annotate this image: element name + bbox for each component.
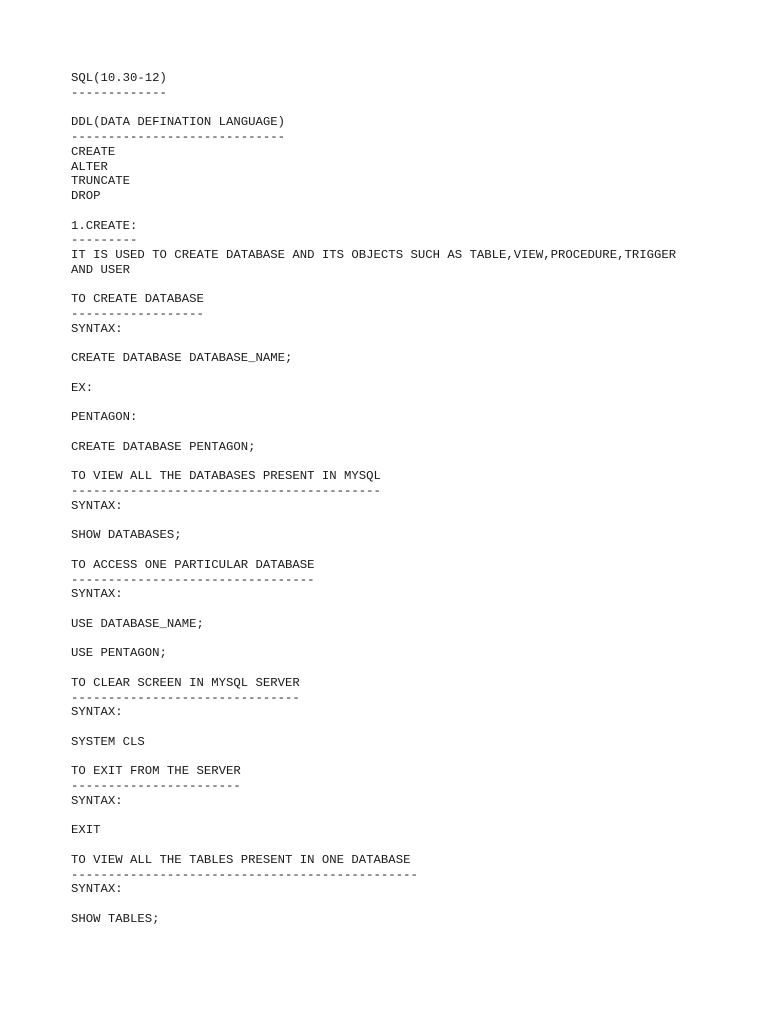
text-line: 1.CREATE:	[71, 218, 138, 233]
text-line: CREATE DATABASE PENTAGON;	[71, 439, 256, 454]
document-page	[71, 71, 751, 927]
blank-line	[71, 602, 751, 617]
text-line: EXIT	[71, 823, 101, 838]
text-line: ALTER	[71, 159, 108, 174]
blank-line	[71, 101, 751, 116]
text-line: DDL(DATA DEFINATION LANGUAGE)	[71, 115, 286, 130]
text-line: SHOW DATABASES;	[71, 528, 182, 543]
text-line: TO CLEAR SCREEN IN MYSQL SERVER	[71, 675, 300, 690]
heading-underline: -----------------------------------------------	[71, 867, 418, 882]
blank-line	[71, 366, 751, 381]
text-line: CREATE	[71, 144, 116, 159]
text-line: TO EXIT FROM THE SERVER	[71, 764, 241, 779]
blank-line	[71, 720, 751, 735]
text-line: SQL(10.30-12)	[71, 71, 167, 85]
blank-line	[71, 396, 751, 411]
text-line: SYNTAX:	[71, 705, 123, 720]
heading-underline: -------------	[71, 85, 167, 100]
heading-underline: -------------------------------	[71, 690, 300, 705]
text-line: EX:	[71, 380, 94, 395]
text-line: TO VIEW ALL THE TABLES PRESENT IN ONE DATABASE	[71, 852, 411, 867]
blank-line	[71, 809, 751, 824]
text-line: SYSTEM CLS	[71, 734, 145, 749]
text-line: TO CREATE DATABASE	[71, 292, 204, 307]
blank-line	[71, 661, 751, 676]
text-line: USE PENTAGON;	[71, 646, 167, 661]
text-line: SHOW TABLES;	[71, 911, 160, 926]
text-line: SYNTAX:	[71, 498, 123, 513]
text-line: IT IS USED TO CREATE DATABASE AND ITS OBJECTS SUCH AS TABLE,VIEW,PROCEDURE,TRIGGER	[71, 248, 677, 262]
heading-underline: ------------------	[71, 307, 204, 321]
text-line: SYNTAX:	[71, 882, 123, 897]
text-line: SYNTAX:	[71, 321, 123, 336]
blank-line	[71, 337, 751, 352]
blank-line	[71, 425, 751, 440]
text-line: CREATE DATABASE DATABASE_NAME;	[71, 351, 293, 366]
text-line: TO ACCESS ONE PARTICULAR DATABASE	[71, 557, 315, 572]
blank-line	[71, 278, 751, 293]
text-line: PENTAGON:	[71, 410, 138, 425]
text-line: AND USER	[71, 262, 131, 277]
blank-line	[71, 750, 751, 765]
blank-line	[71, 514, 751, 529]
blank-line	[71, 204, 751, 219]
text-line: TO VIEW ALL THE DATABASES PRESENT IN MYSQL	[71, 469, 381, 484]
blank-line	[71, 543, 751, 558]
text-line: USE DATABASE_NAME;	[71, 616, 204, 631]
blank-line	[71, 632, 751, 647]
heading-underline: ------------------------------------------	[71, 484, 381, 498]
text-line: SYNTAX:	[71, 587, 123, 602]
heading-underline: ---------	[71, 233, 138, 248]
text-line: DROP	[71, 189, 101, 203]
text-line: TRUNCATE	[71, 174, 131, 189]
heading-underline: ---------------------------------	[71, 572, 315, 587]
heading-underline: -----------------------------	[71, 130, 286, 144]
heading-underline: -----------------------	[71, 779, 241, 793]
blank-line	[71, 897, 751, 912]
blank-line	[71, 455, 751, 470]
text-line: SYNTAX:	[71, 793, 123, 808]
blank-line	[71, 838, 751, 853]
